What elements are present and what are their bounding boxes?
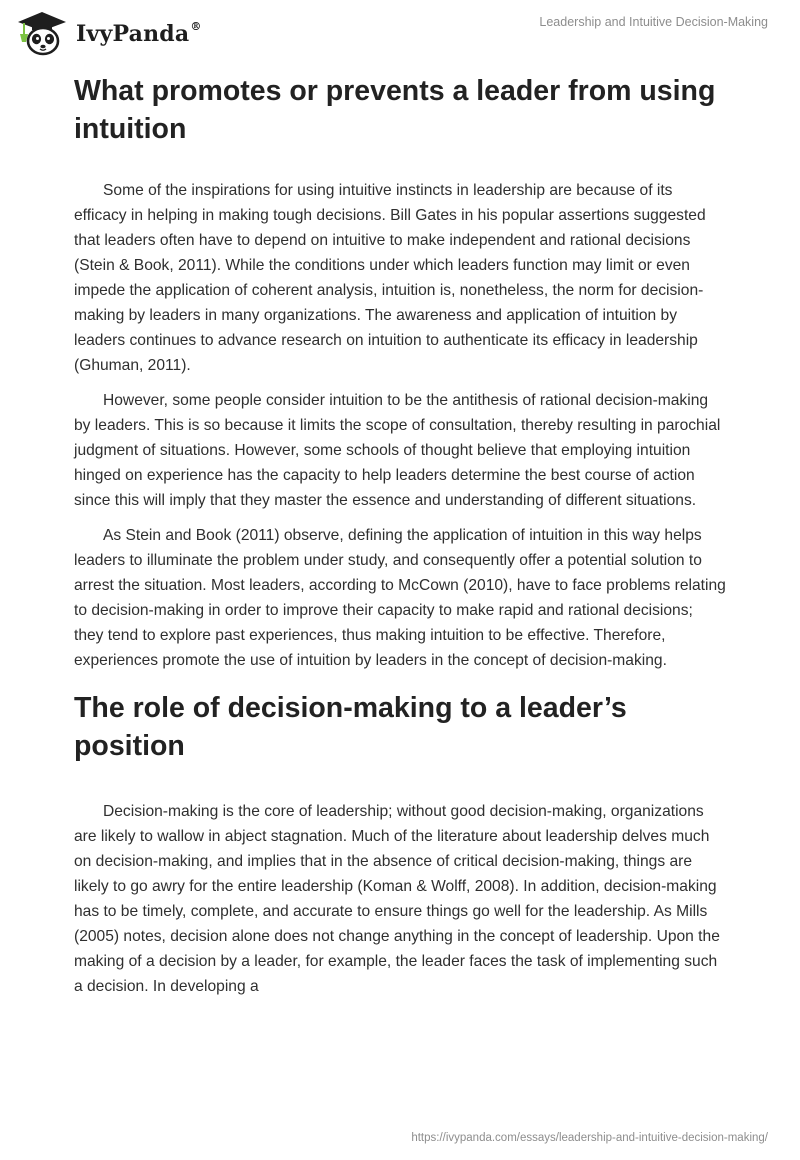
section-body [74, 799, 726, 999]
page-header [14, 8, 786, 58]
paragraph: Some of the inspirations for using intuitive instincts in leadership are because of its efficacy in helping in making tough decisions. Bill Gates in his popular assertions suggested that leaders often have to depend on intuitive to make independent and rational decisions (Stein & Book, 2011). While the conditions under which leaders function may limit or even impede the application of coherent analysis, intuition is, nonetheless, the norm for decision-making by leaders in many organizations. The awareness and application of intuition by leaders continues to advance research on intuition to authenticate its efficacy in leadership (Ghuman, 2011). [74, 182, 706, 374]
paragraph: Decision-making is the core of leadership; without good decision-making, organizations are likely to wallow in abject stagnation. Much of the literature about leadership delves much on decision-making, and implies that in the absence of critical decision-making, things are likely to go awry for the entire leadership (Koman & Wolff, 2008). In addition, decision-making has to be timely, complete, and accurate to ensure things go well for the leadership. As Mills (2005) notes, decision alone does not change anything in the concept of leadership. Upon the making of a decision by a leader, for example, the leader faces the task of implementing such a decision. In developing a [74, 803, 720, 995]
paragraph: However, some people consider intuition to be the antithesis of rational decision-making by leaders. This is so because it limits the scope of consultation, thereby resulting in parochial judgment of situations. However, some schools of thought believe that employing intuition hinged on experience has the capacity to help leaders determine the best course of action since this will imply that they master the essence and understanding of different situations. [74, 392, 721, 509]
essay-body [74, 70, 726, 1009]
section-body [74, 178, 726, 673]
paragraph: As Stein and Book (2011) observe, defining the application of intuition in this way helps leaders to illuminate the problem under study, and consequently offer a potential solution to arrest the situation. Most leaders, according to McCown (2010), have to face problems relating to decision-making in order to improve their capacity to make rapid and rational decisions; they tend to explore past experiences, thus making intuition to be effective. Therefore, experiences promote the use of intuition by leaders in the concept of decision-making. [74, 527, 726, 669]
brand-name: IvyPanda® [76, 19, 202, 47]
section-heading: The role of decision-making to a leader’s position [74, 692, 627, 762]
registered-mark: ® [190, 19, 202, 33]
source-url-link[interactable]: https://ivypanda.com/essays/leadership-and-intuitive-decision-making/ [411, 1132, 768, 1144]
panda-graduate-logo-icon [14, 8, 70, 58]
brand-logo[interactable] [14, 8, 202, 58]
running-title: Leadership and Intuitive Decision-Making [539, 15, 768, 29]
section-heading: What promotes or prevents a leader from using intuition [74, 75, 716, 145]
